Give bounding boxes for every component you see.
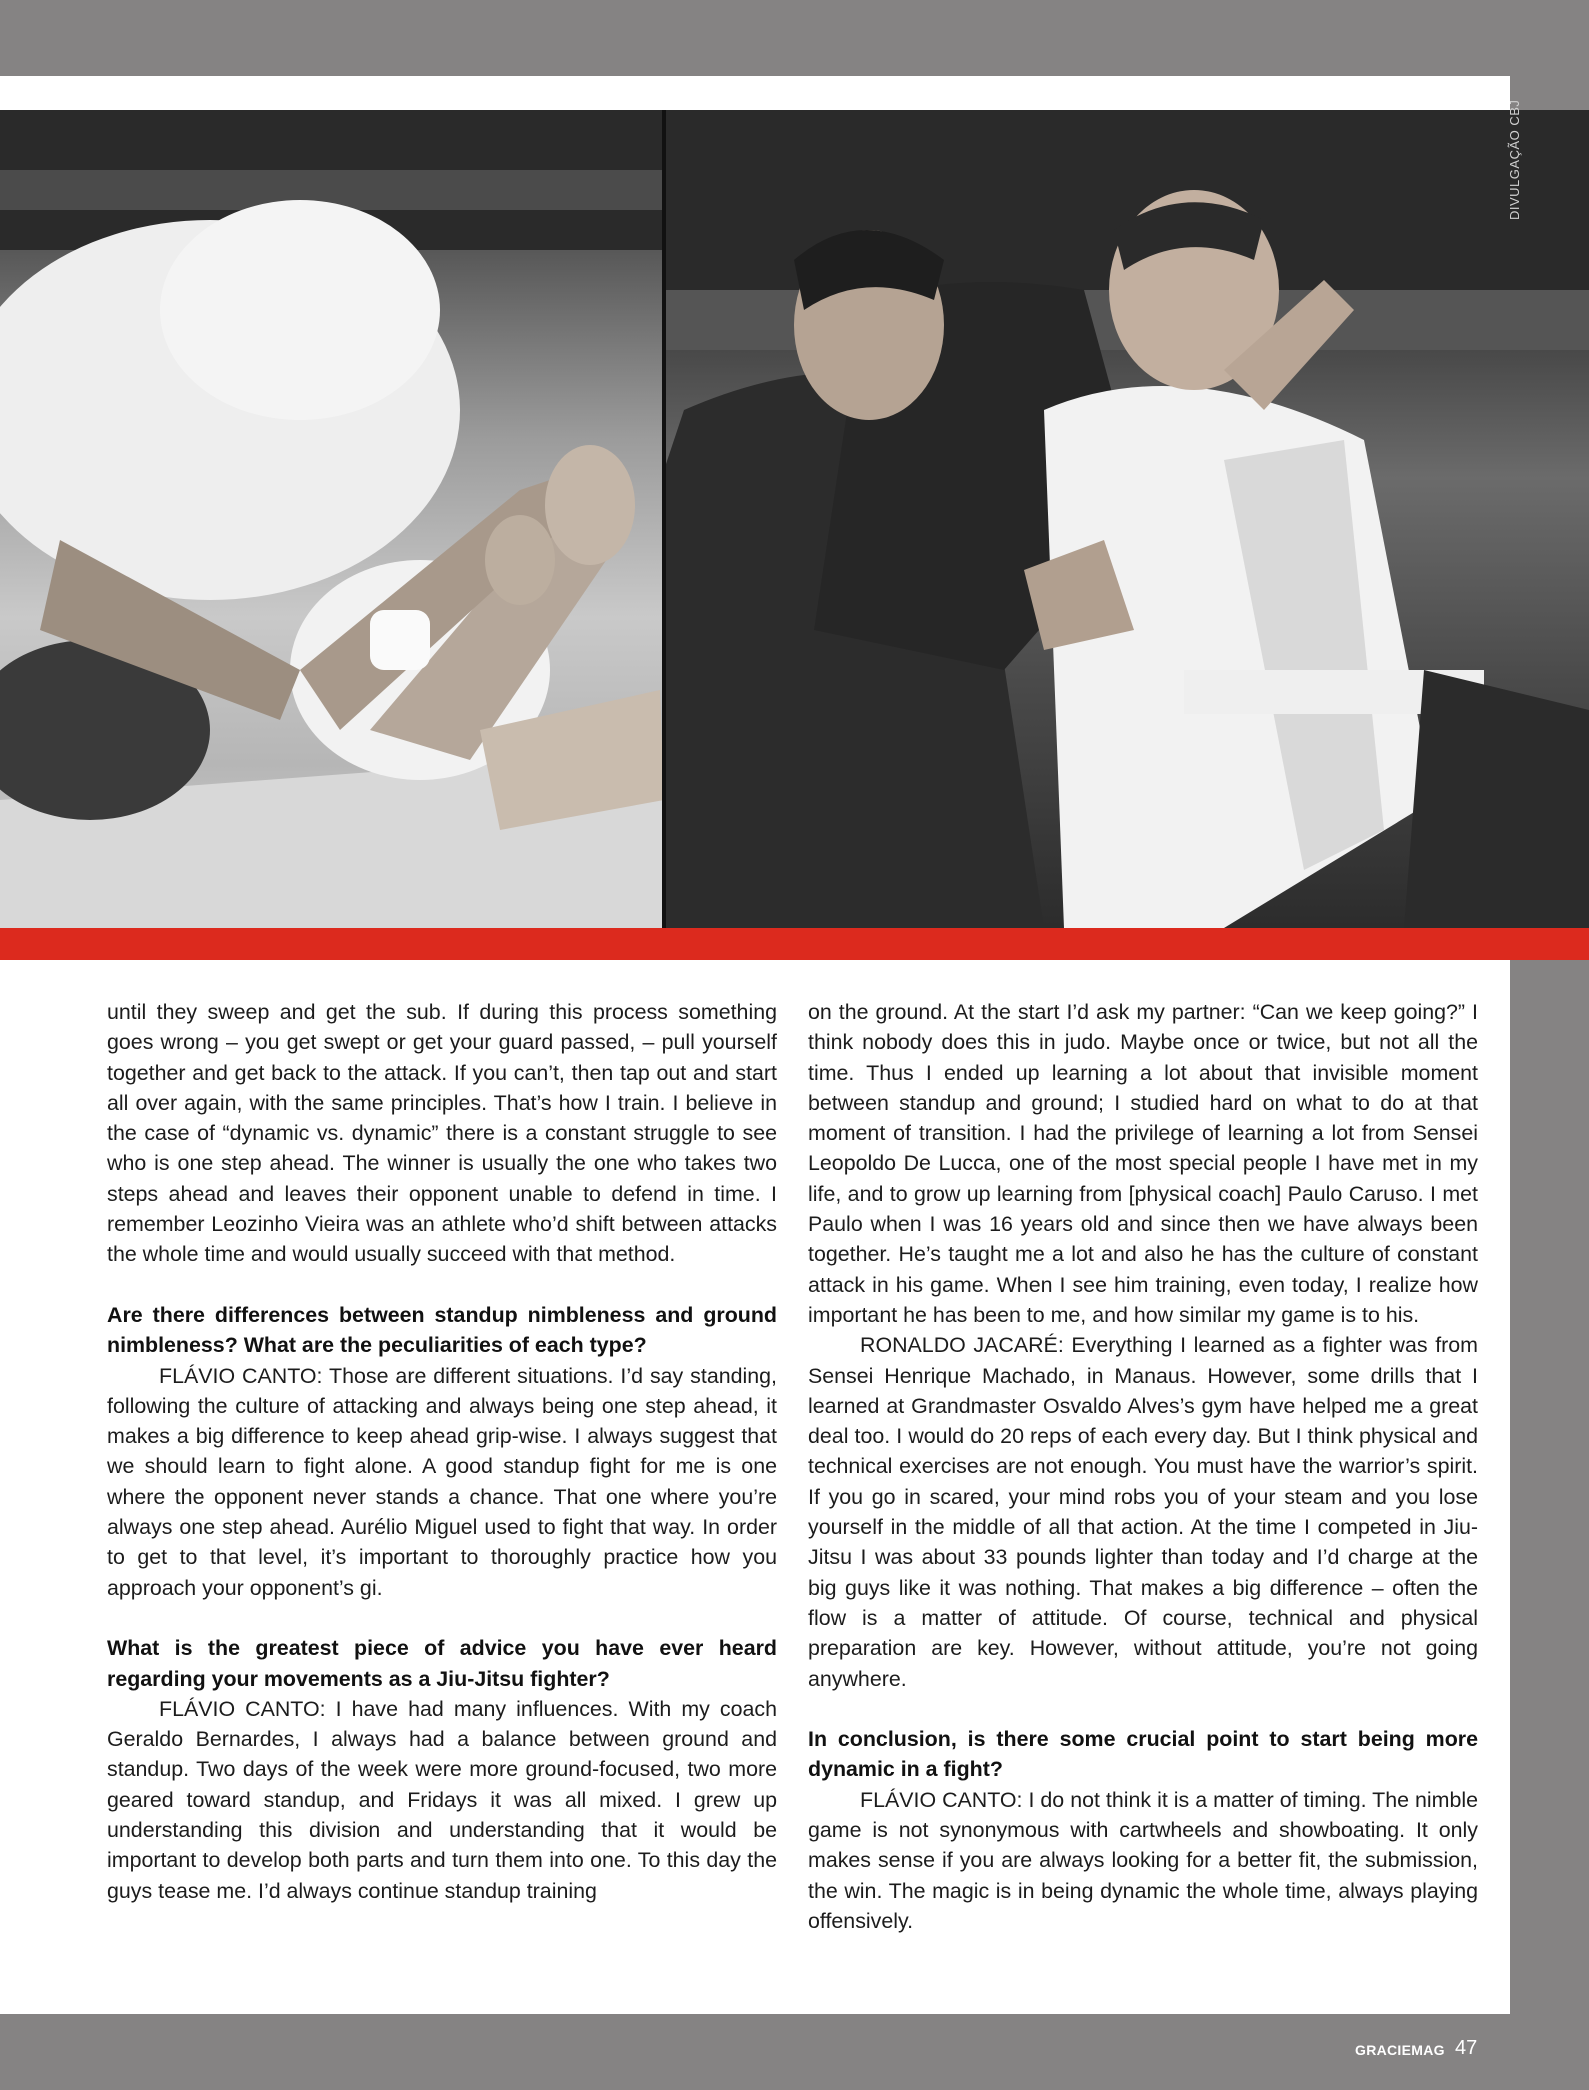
photo-divider xyxy=(662,110,666,928)
interview-answer: FLÁVIO CANTO: I do not think it is a matter of timing. The nimble game is not synonymous with cartwheels and showboating. It only makes sense if you are always looking for a better fit, the submission, the win. The magic is in being dynamic the whole time, always playing offensively. xyxy=(808,1787,1478,1933)
page-frame-top xyxy=(0,0,1589,76)
paragraph-spacer xyxy=(808,1694,1478,1724)
footer-magazine-name: GRACIEMAG xyxy=(1355,2042,1445,2058)
footer-page-number: 47 xyxy=(1455,2037,1478,2059)
interview-question: What is the greatest piece of advice you have ever heard regarding your movements as a Jiu-Jitsu fighter? xyxy=(107,1636,777,1691)
article-column-right xyxy=(808,997,1478,1936)
photo-ground-grappling xyxy=(0,110,664,928)
interview-question: Are there differences between standup nimbleness and ground nimbleness? What are the peculiarities of each type? xyxy=(107,1302,777,1358)
paragraph: until they sweep and get the sub. If during this process something goes wrong – you get swept or get your guard passed, – pull yourself together and get back to the attack. If you can’t, then tap out and start all over again, with the same principles. That’s how I train. I believe in the case of “dynamic vs. dynamic” there is a constant struggle to see who is one step ahead. The winner is usually the one who takes two steps ahead and leaves their opponent unable to defend in time. I remember Leozinho Vieira was an athlete who’d shift between attacks the whole time and would usually succeed with that method. xyxy=(107,1000,777,1267)
photo-standup-grip-fight xyxy=(664,110,1589,928)
photo-right-illustration xyxy=(664,110,1589,928)
photo-left-illustration xyxy=(0,110,664,928)
interview-question: In conclusion, is there some crucial point to start being more dynamic in a fight? xyxy=(808,1727,1478,1782)
paragraph-spacer xyxy=(107,1603,777,1633)
interview-answer: FLÁVIO CANTO: Those are different situations. I’d say standing, following the culture of attacking and always being one step ahead, it makes a big difference to keep ahead grip-wise. I always suggest that we should learn to fight alone. A good standup fight for me is one where the opponent never stands a chance. That one where you’re always one step ahead. Aurélio Miguel used to fight that way. In order to get to that level, it’s important to thoroughly practice how you approach your opponent’s gi. xyxy=(107,1363,777,1600)
interview-answer: FLÁVIO CANTO: I have had many influences. With my coach Geraldo Bernardes, I always had a balance between ground and standup. Two days of the week were more ground-focused, two more geared toward standup, and Fridays it was all mixed. I grew up understanding this division and understanding that it would be important to develop both parts and turn them into one. To this day the guys tease me. I’d always continue standup training xyxy=(107,1696,777,1903)
accent-red-band xyxy=(0,928,1589,960)
paragraph-spacer xyxy=(107,1270,777,1300)
page-frame-bottom xyxy=(0,2014,1589,2090)
paragraph: on the ground. At the start I’d ask my partner: “Can we keep going?” I think nobody does this in judo. Maybe once or twice, but not all the time. Thus I ended up learning a lot about that invisible moment between standup and ground; I studied hard on what to do at that moment of transition. I had the privilege of learning a lot from Sensei Leopoldo De Lucca, one of the most special people I have met in my life, and to grow up learning from [physical coach] Paulo Caruso. I met Paulo when I was 16 years old and since then we have always been together. He’s taught me a lot and also he has the culture of constant attack in his game. When I see him training, even today, I realize how important he has been to me, and how similar my game is to his. xyxy=(808,1000,1478,1327)
photo-credit-text: DIVULGAÇÃO CBJ xyxy=(1507,99,1522,220)
interview-answer: RONALDO JACARÉ: Everything I learned as a fighter was from Sensei Henrique Machado, in Manaus. However, some drills that I learned at Grandmaster Osvaldo Alves’s gym have helped me a great deal too. I would do 20 reps of each every day. But I think physical and technical exercises are not enough. You must have the warrior’s spirit. If you go in scared, your mind robs you of your steam and you lose yourself in the middle of all that action. At the time I competed in Jiu-Jitsu I was about 33 pounds lighter than today and I’d charge at the big guys like it was nothing. That makes a big difference – often the flow is a matter of attitude. Of course, technical and physical preparation are key. However, without attitude, you’re not going anywhere. xyxy=(808,1333,1478,1691)
article-column-left xyxy=(107,997,777,1906)
